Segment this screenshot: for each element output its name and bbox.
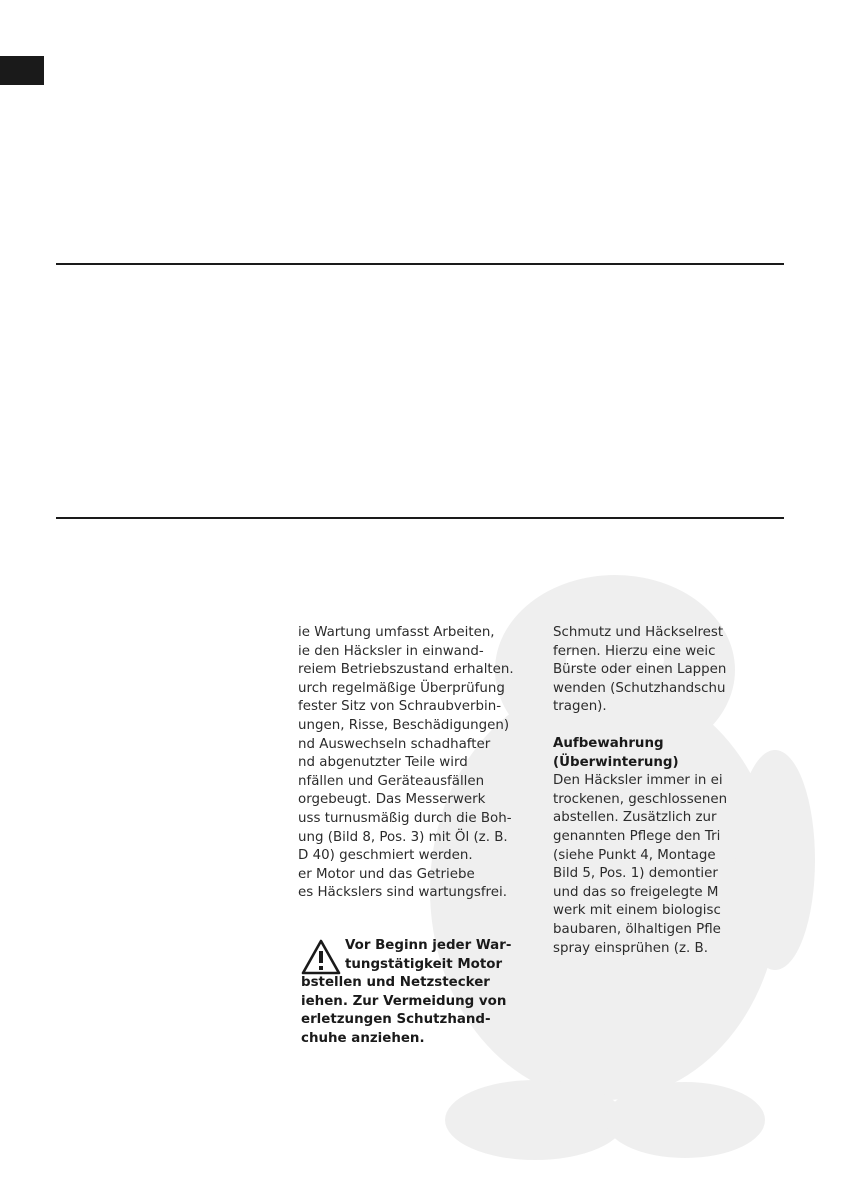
text-line: orgebeugt. Das Messerwerk <box>298 792 486 808</box>
warning-line: iehen. Zur Vermeidung von <box>301 993 507 1009</box>
text-line: genannten Pflege den Tri <box>553 828 721 844</box>
text-line: reiem Betriebszustand erhalten. <box>298 662 514 678</box>
text-line: Schmutz und Häckselrest <box>553 625 724 640</box>
text-line: D 40) geschmiert werden. <box>298 848 473 864</box>
text-line: abstellen. Zusätzlich zur <box>553 810 717 826</box>
horizontal-rule-top <box>56 263 784 265</box>
text-line: und das so freigelegte M <box>553 884 719 900</box>
text-line: uss turnusmäßig durch die Boh- <box>298 810 512 826</box>
paragraph-spacer <box>553 717 727 735</box>
maintenance-text-column <box>298 624 514 903</box>
text-line: tragen). <box>553 699 607 715</box>
horizontal-rule-bottom <box>56 517 784 519</box>
warning-triangle-icon <box>301 939 341 975</box>
warning-line: Vor Beginn jeder War- <box>345 938 512 953</box>
warning-line: tungstätigkeit Motor <box>345 956 503 972</box>
text-line: Den Häcksler immer in ei <box>553 773 723 789</box>
storage-heading: (Überwinterung) <box>553 754 679 770</box>
text-line: urch regelmäßige Überprüfung <box>298 680 505 696</box>
cleaning-storage-text-column <box>553 624 727 958</box>
text-line: Bürste oder einen Lappen <box>553 662 727 678</box>
text-line: spray einsprühen (z. B. <box>553 940 708 956</box>
text-line: nfällen und Geräteausfällen <box>298 773 485 789</box>
text-line: ungen, Risse, Beschädigungen) <box>298 717 510 733</box>
safety-warning-block <box>301 937 511 1049</box>
text-line: er Motor und das Getriebe <box>298 866 475 882</box>
warning-line: bstellen und Netzstecker <box>301 975 490 991</box>
text-line: fernen. Hierzu eine weic <box>553 643 716 659</box>
text-line: nd abgenutzter Teile wird <box>298 755 468 771</box>
section-tab-marker <box>0 56 44 85</box>
text-line: werk mit einem biologisc <box>553 903 721 919</box>
warning-line: chuhe anziehen. <box>301 1030 425 1046</box>
storage-heading: Aufbewahrung <box>553 735 664 751</box>
text-line: Bild 5, Pos. 1) demontier <box>553 866 718 882</box>
text-line: (siehe Punkt 4, Montage <box>553 847 716 863</box>
text-line: baubaren, ölhaltigen Pfle <box>553 921 721 937</box>
text-line: nd Auswechseln schadhafter <box>298 736 491 752</box>
text-line: wenden (Schutzhandschu <box>553 680 726 696</box>
text-line: ie den Häcksler in einwand- <box>298 643 484 659</box>
warning-line: erletzungen Schutzhand- <box>301 1012 491 1028</box>
text-line: ie Wartung umfasst Arbeiten, <box>298 625 495 640</box>
text-line: fester Sitz von Schraubverbin- <box>298 699 502 715</box>
text-line: ung (Bild 8, Pos. 3) mit Öl (z. B. <box>298 829 508 845</box>
text-line: es Häckslers sind wartungsfrei. <box>298 885 507 901</box>
text-line: trockenen, geschlossenen <box>553 791 728 807</box>
